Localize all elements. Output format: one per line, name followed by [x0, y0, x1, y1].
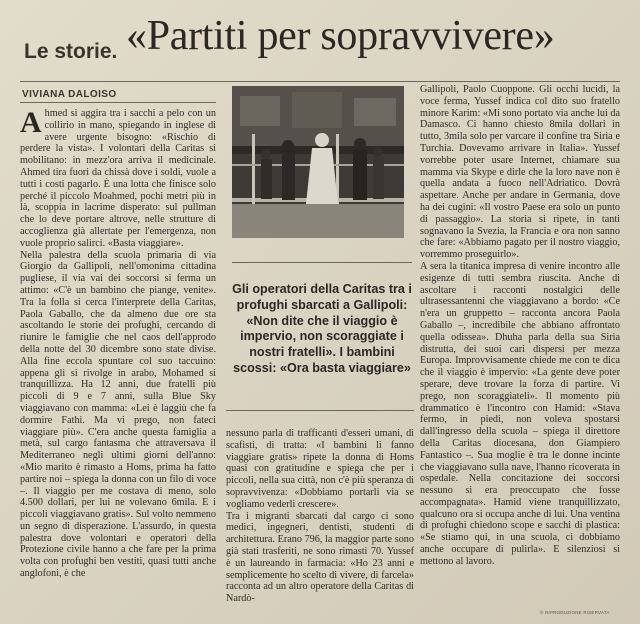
article-paragraph: Nella palestra della scuola primaria di via Giorgio da Gallipoli, nell'omonima cittadina pugliese, il via vai dei soccorsi si ferma un attimo: «C'è un bambino che piange, venite». Tra la folla si cerca l'interprete della Caritas, Paola Gaballo, che da almeno due ore sta ascoltando le storie dei profughi, cercando di riunire le famiglie che nel caos dell'approdo della notte del 30 dicembre sono state divise. Alla fine eccola spuntare col suo taccuino: appena gli si rivolge in arabo, Mohamed si tranquillizza. Ha 12 anni, due fratelli più piccoli di 9 e 7 anni, sulla Blue Sky viaggiavano con mamma: «Lei è laggiù che fa dormire Fathi. Ma vi prego, non fateci viaggiare più». C'era anche questa famiglia a metà, sul cargo fantasma che attraversava il Mediterraneo negli ultimi giorni dell'anno: «Mio marito è rimasto a Homs, prima ha fatto partire noi – spiega la donna con un filo di voce –. Il viaggio per me costava di meno, solo 4.500 dollari, per lui ne volevano 6mila. E i piccoli viaggiavano gratis». Sul volto nemmeno un segno di disperazione. L'assurdo, in questa palestra dove volontari e operatori della Protezione civile hanno a che fare per la prima volta con profughi ben vestiti, quasi tutti anche anglofoni, è che [20, 249, 216, 580]
article-column-3 [420, 84, 620, 616]
photo-illustration [232, 86, 404, 238]
article-paragraph: A sera la titanica impresa di venire incontro alle esigenze di tutti sembra riuscita. Anche di ascoltare i racconti nostalgici delle ultrasessantenni che viaggiavano a bordo: «Ce n'era un gruppetto – racconta ancora Paola Gaballo –, incredibile che abbiano affrontato quella odissea». Dhuha parla della sua Siria distrutta, dei suoi cari dispersi per mezza Europa. Improvvisamente chiede me con te dica che il viaggio è impervio: «La gente deve poter sperare, deve trovare la forza di partire. Vi prego, non scoraggiateli». Il momento più drammatico è l'incontro con Hamid: «Stava fermo, in piedi, non voleva spostarsi dall'ingresso della scuola – spiega il direttore della Caritas diocesana, don Giampiero Fantastico –. Sua moglie è tra le donne incinte che viaggiavano sulla nave, l'hanno ricoverata in ospedale. Nella concitazione dei soccorsi nessuno si era preoccupato che fosse accompagnata». Hamid viene tranquillizzato, qualcuno ora si occupa anche di lui. Una ventina di profughi chiedono scope e sacchi di plastica: «Se stiamo qui, in una scuola, ci dobbiamo anche occupare di pulirla». E silenziosi si mettono al lavoro. [420, 260, 620, 567]
article-column-1 [20, 108, 216, 616]
page-title: «Partiti per sopravvivere» [126, 13, 555, 59]
article-paragraph: hmed si aggira tra i sacchi a pelo con un collirio in mano, spiegando in inglese di avere urgente bisogno: «Rischio di perdere la vista». I volontari della Caritas si mobilitano: in mezz'ora arriva il medicinale. Ahmed tira fuori da chissà dove i soldi, vuole a tutti i costi pagarlo. È una lotta che finisce solo perché il piccolo Moahmed, pochi metri più in là, scoppia in lacrime disperato: sul pullman che lo deve portare altrove, nelle strutture di accoglienza già allertate per l'emergenza, non vuole proprio salirci. «Basta viaggiare». [20, 108, 216, 249]
byline-rule [20, 102, 216, 103]
deck-rule-bottom [226, 410, 414, 411]
article-paragraph: Tra i migranti sbarcati dal cargo ci sono medici, ingegneri, dentisti, studenti di architettura. Erano 796, la maggior parte sono già stati trasferiti, ne sono rimasti 70. Yussef è un laureando in farmacia: «Ho 23 anni e semplicemente ho scelto di vivere, di farcela» racconta ad un altro operatore della Caritas di Nardò- [226, 510, 414, 605]
article-column-2 [226, 428, 414, 616]
news-photo [232, 86, 404, 238]
article-paragraph: Gallipoli, Paolo Cuoppone. Gli occhi lucidi, la voce ferma, Yussef indica col dito suo fratello minore Karim: «Mi sono portato via anche lui da Damasco. Ci hanno chiesto 8mila dollari in tutto, 3mila solo per varcare il confine tra Siria e Turchia. Dovevamo arrivare in Italia». Yussef vorrebbe poter usare Internet, chiamare sua mamma via Skype e dirle che la loro nave non è quella andata a fuoco nell'Adriatico. Dovrà aspettare. Anche per andare in Germania, dove ha dei cugini: «Il vostro Paese era solo un punto di passaggio». La storia si ripete, in tanti sognavano la Svezia, la Francia e ora non sanno che fare: «Abbiamo pagato per il nostro viaggio, vorremmo proseguirlo». [420, 84, 620, 261]
headline [18, 8, 628, 78]
copyright-notice: © RIPRODUZIONE RISERVATA [540, 610, 610, 615]
article-paragraph: nessuno parla di trafficanti d'esseri umani, di scafisti, di tratta: «I bambini li fanno viaggiare gratis» ripete la donna di Homs quasi con gratitudine e spiega che per i piccoli, nella sua città, non c'è più speranza di sopravvivenza: «Dobbiamo portarli via se vogliamo vederli crescere». [226, 428, 414, 510]
headline-rule [20, 81, 620, 82]
byline: VIVIANA DALOISO [22, 89, 117, 100]
deck-rule-top [232, 262, 412, 263]
section-kicker: Le storie. [24, 40, 118, 63]
deck-subheadline: Gli operatori della Caritas tra i profughi sbarcati a Gallipoli: «Non dite che il viaggio è impervio, non scoraggiate i nostri fratelli». I bambini scossi: «Ora basta viaggiare» [232, 282, 412, 375]
drop-cap: A [20, 108, 42, 139]
